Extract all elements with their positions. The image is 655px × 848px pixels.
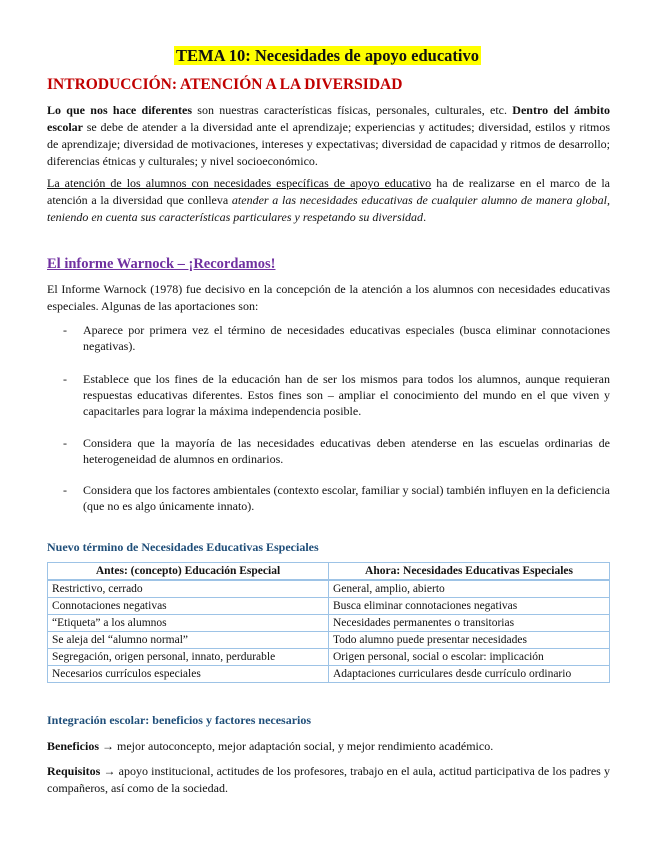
- integracion-heading: Integración escolar: beneficios y factores necesarios: [47, 713, 312, 727]
- intro-paragraph-2: [47, 175, 610, 226]
- table-cell: Busca eliminar connotaciones negativas: [329, 598, 610, 615]
- requisitos-label: Requisitos: [47, 764, 101, 778]
- table-cell: Todo alumno puede presentar necesidades: [329, 632, 610, 649]
- warnock-list: [47, 371, 610, 419]
- list-item: - Considera que los factores ambientales (contexto escolar, familiar y social) también influyen en la deficiencia (que no es algo únicamente innato).: [63, 483, 610, 513]
- requisitos-text: apoyo institucional, actitudes de los profesores, trabajo en el aula, actitud participativa de los padres y compañeros, así como de la sociedad.: [47, 764, 610, 795]
- warnock-list: [47, 482, 610, 514]
- list-item: - Considera que la mayoría de las necesidades educativas deben atenderse en las escuelas ordinarias de heterogeneidad de alumnos en ordinarios.: [63, 436, 610, 466]
- intro-heading: INTRODUCCIÓN: ATENCIÓN A LA DIVERSIDAD: [47, 76, 403, 93]
- warnock-list: [47, 322, 610, 354]
- warnock-list: [47, 435, 610, 467]
- beneficios-paragraph: [47, 738, 610, 755]
- intro-bold-2: Dentro del ámbito escolar: [47, 103, 611, 134]
- warnock-heading: El informe Warnock – ¡Recordamos!: [47, 256, 276, 272]
- title-container: [0, 46, 655, 66]
- table-row: [48, 615, 610, 632]
- table-row: [48, 666, 610, 683]
- table-cell: Segregación, origen personal, innato, perdurable: [48, 649, 329, 666]
- table-row: [48, 632, 610, 649]
- dash-bullet: -: [63, 483, 67, 497]
- warnock-intro: El Informe Warnock (1978) fue decisivo en la concepción de la atención a los alumnos con necesidades educativas especiales. Algunas de las aportaciones son:: [47, 282, 610, 313]
- intro-italic: atender a las necesidades educativas de cualquier alumno de manera global, teniendo en cuenta sus características particulares y respetando su diversidad: [47, 193, 611, 224]
- table-cell: Necesarios currículos especiales: [48, 666, 329, 683]
- table-header-cell: Antes: (concepto) Educación Especial: [48, 563, 329, 581]
- beneficios-label: Beneficios: [47, 739, 99, 753]
- table-cell: Restrictivo, cerrado: [48, 580, 329, 598]
- page-title: TEMA 10: Necesidades de apoyo educativo: [176, 46, 479, 65]
- list-item: - Establece que los fines de la educación han de ser los mismos para todos los alumnos, aunque requieran respuestas educativas diferentes. Estos fines son – ampliar el conocimiento del mundo en el que viven y capacitarles para lograr la máxima independencia posible.: [63, 372, 610, 418]
- intro-underlined: La atención de los alumnos con necesidades específicas de apoyo educativo: [47, 176, 432, 190]
- list-item: - Aparece por primera vez el término de necesidades educativas especiales (busca eliminar connotaciones negativas).: [63, 323, 610, 353]
- table-cell: “Etiqueta” a los alumnos: [48, 615, 329, 632]
- nee-comparison-table: [47, 562, 610, 683]
- table-cell: Origen personal, social o escolar: implicación: [329, 649, 610, 666]
- table-row: [48, 598, 610, 615]
- table-header-cell: Ahora: Necesidades Educativas Especiales: [329, 563, 610, 581]
- table-header-row: [48, 563, 610, 581]
- nee-table-heading: Nuevo término de Necesidades Educativas Especiales: [47, 540, 319, 554]
- table-cell: Se aleja del “alumno normal”: [48, 632, 329, 649]
- arrow-icon: →: [102, 739, 114, 753]
- table-cell: Adaptaciones curriculares desde currículo ordinario: [329, 666, 610, 683]
- intro-end: .: [423, 210, 427, 224]
- dash-bullet: -: [63, 436, 67, 450]
- requisitos-paragraph: [47, 763, 610, 797]
- intro-text-3: ha de realizarse en el marco de la atención a la diversidad que conlleva: [47, 176, 610, 207]
- table-row: [48, 580, 610, 598]
- dash-bullet: -: [63, 372, 67, 386]
- intro-text-2: se debe de atender a la diversidad ante el aprendizaje; experiencias y actitudes; diversidad, estilos y ritmos de aprendizaje; diversidad de motivaciones, intereses y expectativas; diversidad de capacidad y ritmos de desarrollo; diferencias étnicas y culturales; y nivel socioeconómico.: [47, 120, 610, 168]
- table-cell: Necesidades permanentes o transitorias: [329, 615, 610, 632]
- table-cell: Connotaciones negativas: [48, 598, 329, 615]
- dash-bullet: -: [63, 323, 67, 337]
- table-row: [48, 649, 610, 666]
- intro-paragraph-1: [47, 102, 610, 170]
- arrow-icon: →: [103, 764, 116, 778]
- beneficios-text: mejor autoconcepto, mejor adaptación social, y mejor rendimiento académico.: [114, 739, 494, 753]
- intro-text-1: son nuestras características físicas, personales, culturales, etc.: [192, 103, 513, 117]
- table-cell: General, amplio, abierto: [329, 580, 610, 598]
- intro-bold-1: Lo que nos hace diferentes: [47, 103, 192, 117]
